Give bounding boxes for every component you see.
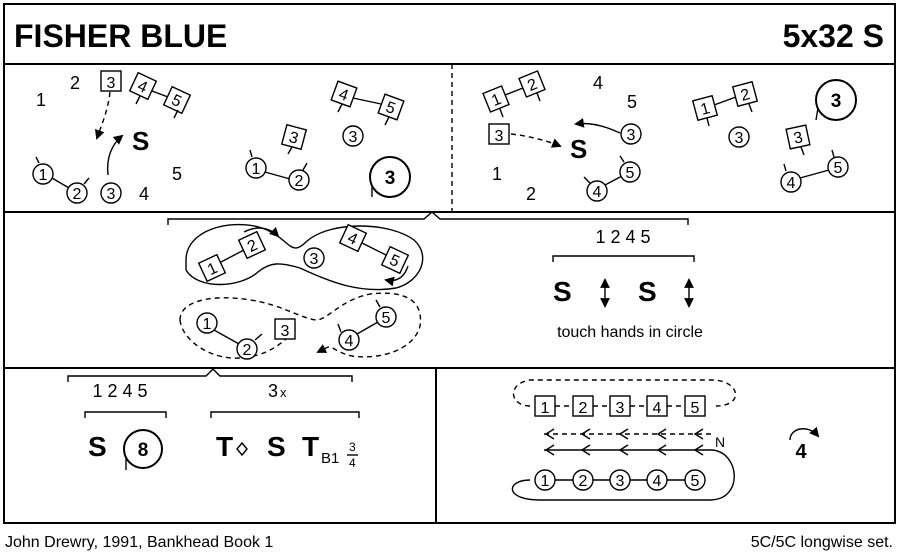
bar2-panel bbox=[168, 212, 703, 359]
formation-label: 5x32 S bbox=[782, 18, 884, 54]
dancer-label: 2 bbox=[578, 473, 588, 490]
dancer-label: 3 bbox=[309, 251, 319, 268]
dancer-label: 3 bbox=[626, 127, 636, 144]
setting-letter: S bbox=[638, 276, 657, 307]
dancer-label: 1 bbox=[202, 316, 212, 333]
dancer-label: 2 bbox=[294, 173, 304, 190]
dancer-label: 2 bbox=[242, 342, 252, 359]
nearer-hands-label: N bbox=[715, 434, 726, 450]
dancer-label: 4 bbox=[336, 85, 351, 105]
dancer-label: 3 bbox=[280, 323, 290, 340]
dancer-label: 1 bbox=[698, 100, 712, 119]
position-number: 2 bbox=[70, 73, 81, 93]
dancer-label: 5 bbox=[381, 310, 391, 327]
dancer-label: 4 bbox=[652, 473, 662, 490]
dancer-label: 3 bbox=[734, 130, 744, 147]
dancer-label: 5 bbox=[168, 91, 184, 111]
dancer-label: 1 bbox=[205, 259, 221, 279]
circled-3-label: 3 bbox=[830, 91, 842, 112]
setting-letter: S bbox=[267, 431, 286, 462]
turn-sub: B1 bbox=[321, 450, 340, 467]
dancer-label: 2 bbox=[578, 400, 588, 417]
circle-8-label: 8 bbox=[137, 440, 149, 461]
dancer-label: 2 bbox=[738, 86, 752, 105]
dancer-label: 3 bbox=[106, 186, 116, 203]
dancer-label: 3 bbox=[106, 75, 116, 92]
dancer-label: 3 bbox=[615, 400, 625, 417]
position-number: 5 bbox=[627, 92, 638, 112]
position-number: 2 bbox=[526, 184, 537, 204]
dancer-label: 4 bbox=[652, 400, 662, 417]
circled-3-label: 3 bbox=[384, 168, 396, 189]
position-number: 4 bbox=[593, 73, 604, 93]
bar2-counts: 1 2 4 5 bbox=[595, 227, 651, 247]
footer-set: 5C/5C longwise set. bbox=[750, 534, 893, 551]
dancer-label: 2 bbox=[245, 236, 261, 256]
footer-source: John Drewry, 1991, Bankhead Book 1 bbox=[5, 534, 274, 551]
setting-letter: S bbox=[553, 276, 572, 307]
position-number: 5 bbox=[172, 164, 183, 184]
dancer-label: 3 bbox=[494, 128, 504, 145]
bar3-counts: 1 2 4 5 bbox=[92, 381, 148, 401]
dancer-label: 2 bbox=[525, 75, 540, 95]
dancer-label: 1 bbox=[540, 473, 550, 490]
repeat-count: 3 bbox=[268, 381, 279, 401]
bar1-right-panel bbox=[483, 71, 856, 204]
dancer-label: 5 bbox=[625, 165, 635, 182]
dancer-label: 3 bbox=[792, 129, 805, 148]
bar4-panel bbox=[512, 380, 818, 500]
fraction-denominator: 4 bbox=[349, 456, 356, 470]
dancer-label: 3 bbox=[615, 473, 625, 490]
dancer-label: 1 bbox=[540, 400, 550, 417]
dancer-label: 4 bbox=[592, 184, 602, 201]
women-line bbox=[535, 470, 705, 490]
diamond-icon bbox=[237, 443, 247, 455]
dancer-label: 2 bbox=[72, 186, 82, 203]
setting-letter: S bbox=[88, 431, 107, 462]
dancer-label: 5 bbox=[386, 251, 402, 271]
dancer-label: 4 bbox=[786, 175, 796, 192]
repeat-suffix: x bbox=[280, 385, 287, 400]
dancer-label: 4 bbox=[344, 333, 354, 350]
dancer-label: 1 bbox=[38, 167, 48, 184]
dancer-label: 5 bbox=[383, 98, 398, 118]
dance-title: FISHER BLUE bbox=[14, 18, 228, 54]
turn-letter: T bbox=[302, 431, 320, 462]
dancer-label: 1 bbox=[489, 90, 504, 110]
bar1-left-panel bbox=[33, 71, 410, 204]
dancer-label: 5 bbox=[690, 473, 700, 490]
position-number: 1 bbox=[492, 164, 503, 184]
men-line bbox=[535, 396, 705, 417]
setting-letter: S bbox=[132, 126, 150, 156]
dancer-label: 3 bbox=[348, 129, 358, 146]
dancer-label: 4 bbox=[134, 77, 150, 97]
fraction-numerator: 3 bbox=[349, 440, 356, 454]
clockwise-turn-icon bbox=[790, 429, 818, 440]
bar3-panel bbox=[68, 369, 359, 470]
position-number: 4 bbox=[139, 184, 150, 204]
bar2-caption: touch hands in circle bbox=[557, 324, 703, 341]
turn-letter: T bbox=[216, 431, 234, 462]
turn-count: 4 bbox=[795, 441, 807, 463]
dancer-label: 1 bbox=[251, 161, 261, 178]
dancer-label: 5 bbox=[833, 160, 843, 177]
setting-letter: S bbox=[570, 134, 588, 164]
dancer-label: 3 bbox=[287, 129, 301, 148]
dancer-label: 5 bbox=[690, 400, 700, 417]
position-number: 1 bbox=[36, 90, 47, 110]
dancer-label: 4 bbox=[344, 229, 360, 249]
